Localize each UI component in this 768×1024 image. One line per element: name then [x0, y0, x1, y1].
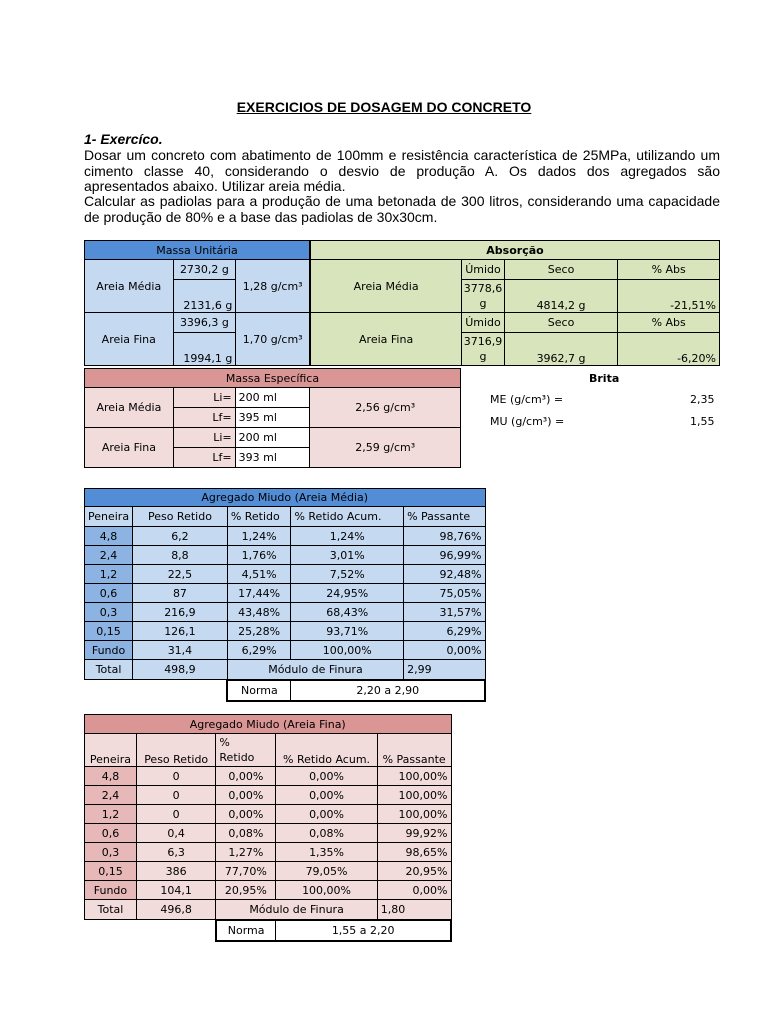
retido-cell: 4,51% [227, 565, 291, 584]
norma-label: Norma [216, 920, 276, 941]
col-abs: % Abs [618, 260, 720, 280]
brita-header: Brita [589, 372, 620, 385]
peso-retido-cell: 0 [136, 767, 215, 786]
retido-acum-cell: 79,05% [276, 862, 377, 881]
li-value: 200 ml [235, 428, 310, 448]
agregado-media-title: Agregado Miudo (Areia Média) [85, 489, 486, 507]
peso-retido-cell: 6,2 [133, 527, 228, 546]
col-retido: % Retido [227, 507, 291, 527]
passante-cell: 100,00% [377, 786, 451, 805]
exercise-paragraph-1 [84, 148, 720, 195]
mass-value: 2730,2 g [173, 260, 236, 280]
massa-unitaria-header: Massa Unitária [85, 241, 310, 260]
peneira-cell: 1,2 [85, 565, 133, 584]
peso-retido-cell: 104,1 [136, 881, 215, 900]
col-peneira: Peneira [85, 734, 137, 767]
umido-value: 3716,9 g [462, 333, 505, 366]
peso-retido-cell: 216,9 [133, 603, 228, 622]
li-label: Li= [173, 428, 235, 448]
massa-unitaria-table [84, 240, 310, 366]
brita-me-value: 2,35 [690, 393, 715, 406]
modulo-value: 1,80 [377, 900, 451, 920]
passante-cell: 96,99% [404, 546, 485, 565]
retido-cell: 77,70% [216, 862, 276, 881]
retido-cell: 6,29% [227, 641, 291, 660]
result-value: 1,28 g/cm³ [236, 260, 310, 313]
table-row [85, 862, 452, 881]
row-label: Areia Média [85, 388, 174, 428]
retido-acum-cell: 0,08% [276, 824, 377, 843]
row-label: Areia Fina [85, 428, 174, 468]
passante-cell: 99,92% [377, 824, 451, 843]
retido-acum-cell: 7,52% [291, 565, 404, 584]
peneira-cell: 0,3 [85, 603, 133, 622]
total-label: Total [85, 900, 137, 920]
peneira-cell: Fundo [85, 641, 133, 660]
exercise-paragraph-2 [84, 194, 720, 225]
li-value: 200 ml [235, 388, 310, 408]
peneira-cell: 1,2 [85, 805, 137, 824]
peso-retido-cell: 0 [136, 805, 215, 824]
peso-retido-cell: 87 [133, 584, 228, 603]
retido-acum-cell: 1,35% [276, 843, 377, 862]
col-peso-retido: Peso Retido [136, 734, 215, 767]
passante-cell: 92,48% [404, 565, 485, 584]
brita-mu-value: 1,55 [690, 415, 715, 428]
retido-cell: 0,00% [216, 805, 276, 824]
retido-cell: 1,76% [227, 546, 291, 565]
table-row [85, 527, 486, 546]
table-row [85, 546, 486, 565]
norma-label: Norma [227, 680, 291, 701]
col-retido-acum: % Retido Acum. [276, 734, 377, 767]
col-retido-acum: % Retido Acum. [291, 507, 404, 527]
passante-cell: 20,95% [377, 862, 451, 881]
peso-retido-cell: 31,4 [133, 641, 228, 660]
retido-acum-cell: 24,95% [291, 584, 404, 603]
total-label: Total [85, 660, 133, 680]
peso-retido-cell: 22,5 [133, 565, 228, 584]
col-umido: Úmido [462, 260, 505, 280]
passante-cell: 6,29% [404, 622, 485, 641]
table-row [85, 565, 486, 584]
seco-value: 3962,7 g [504, 333, 618, 366]
peneira-cell: 2,4 [85, 546, 133, 565]
peneira-cell: Fundo [85, 881, 137, 900]
massa-especifica-header: Massa Específica [85, 369, 461, 388]
total-value: 496,8 [136, 900, 215, 920]
norma-value: 1,55 a 2,20 [276, 920, 451, 941]
retido-acum-cell: 0,00% [276, 786, 377, 805]
passante-cell: 100,00% [377, 767, 451, 786]
passante-cell: 98,65% [377, 843, 451, 862]
peso-retido-cell: 0,4 [136, 824, 215, 843]
massa-especifica-table [84, 368, 461, 468]
passante-cell: 75,05% [404, 584, 485, 603]
retido-cell: 0,00% [216, 786, 276, 805]
table-row [85, 641, 486, 660]
mass-value: 3396,3 g [173, 313, 236, 333]
table-row [85, 603, 486, 622]
result-value: 2,59 g/cm³ [310, 428, 461, 468]
peso-retido-cell: 6,3 [136, 843, 215, 862]
mass-value: 2131,6 g [173, 280, 236, 313]
modulo-value: 2,99 [404, 660, 485, 680]
table-row [85, 584, 486, 603]
col-passante: % Passante [404, 507, 485, 527]
li-label: Li= [173, 388, 235, 408]
peneira-cell: 0,15 [85, 862, 137, 881]
retido-acum-cell: 3,01% [291, 546, 404, 565]
peneira-cell: 0,15 [85, 622, 133, 641]
retido-cell: 1,27% [216, 843, 276, 862]
retido-acum-cell: 93,71% [291, 622, 404, 641]
mass-value: 1994,1 g [173, 333, 236, 366]
retido-acum-cell: 1,24% [291, 527, 404, 546]
document-title: EXERCICIOS DE DOSAGEM DO CONCRETO [236, 99, 532, 115]
retido-cell: 0,00% [216, 767, 276, 786]
row-label: Areia Média [85, 260, 174, 313]
peneira-cell: 4,8 [85, 767, 137, 786]
row-label: Areia Média [311, 260, 462, 313]
retido-cell: 1,24% [227, 527, 291, 546]
col-peso-retido: Peso Retido [133, 507, 228, 527]
passante-cell: 31,57% [404, 603, 485, 622]
seco-value: 4814,2 g [504, 280, 618, 313]
lf-label: Lf= [173, 408, 235, 428]
retido-cell: 25,28% [227, 622, 291, 641]
table-row [85, 843, 452, 862]
result-value: 1,70 g/cm³ [236, 313, 310, 366]
passante-cell: 100,00% [377, 805, 451, 824]
retido-acum-cell: 100,00% [276, 881, 377, 900]
brita-mu-label: MU (g/cm³) = [490, 415, 565, 428]
peneira-cell: 2,4 [85, 786, 137, 805]
col-seco: Seco [504, 313, 618, 333]
result-value: 2,56 g/cm³ [310, 388, 461, 428]
lf-value: 393 ml [235, 448, 310, 468]
retido-acum-cell: 100,00% [291, 641, 404, 660]
passante-cell: 0,00% [377, 881, 451, 900]
retido-cell: 20,95% [216, 881, 276, 900]
peneira-cell: 4,8 [85, 527, 133, 546]
table-row [85, 767, 452, 786]
agregado-fina-table [84, 714, 452, 942]
norma-value: 2,20 a 2,90 [291, 680, 485, 701]
table-row [85, 881, 452, 900]
abs-value: -6,20% [618, 333, 720, 366]
retido-cell: 43,48% [227, 603, 291, 622]
paragraph-line: de produção de 80% e a base das padiolas de 30x30cm. [84, 208, 438, 225]
umido-value: 3778,6 g [462, 280, 505, 313]
row-label: Areia Fina [311, 313, 462, 366]
col-retido: % Retido [216, 734, 276, 767]
brita-me-label: ME (g/cm³) = [490, 393, 564, 406]
row-label: Areia Fina [85, 313, 174, 366]
lf-label: Lf= [173, 448, 235, 468]
peso-retido-cell: 126,1 [133, 622, 228, 641]
absorcao-table [310, 240, 720, 366]
table-row [85, 622, 486, 641]
retido-cell: 0,08% [216, 824, 276, 843]
abs-value: -21,51% [618, 280, 720, 313]
lf-value: 395 ml [235, 408, 310, 428]
agregado-fina-title: Agregado Miudo (Areia Fina) [85, 715, 452, 734]
total-value: 498,9 [133, 660, 228, 680]
col-umido: Úmido [462, 313, 505, 333]
exercise-heading: 1- Exercíco. [84, 131, 163, 147]
paragraph-line: apresentados abaixo. Utilizar areia média. [84, 178, 346, 194]
modulo-label: Módulo de Finura [216, 900, 377, 920]
peso-retido-cell: 386 [136, 862, 215, 881]
modulo-label: Módulo de Finura [227, 660, 403, 680]
peneira-cell: 0,6 [85, 584, 133, 603]
table-row [85, 786, 452, 805]
paragraph-line: Calcular as padiolas para a produção de uma betonada de 300 litros, considerando uma capacidade [84, 193, 720, 209]
col-abs: % Abs [618, 313, 720, 333]
retido-cell: 17,44% [227, 584, 291, 603]
table-row [85, 824, 452, 843]
paragraph-line: cimento classe 40, considerando o desvio de produção A. Os dados dos agregados são [84, 162, 720, 179]
peso-retido-cell: 8,8 [133, 546, 228, 565]
col-peneira: Peneira [85, 507, 133, 527]
passante-cell: 98,76% [404, 527, 485, 546]
passante-cell: 0,00% [404, 641, 485, 660]
col-passante: % Passante [377, 734, 451, 767]
paragraph-line: Dosar um concreto com abatimento de 100mm e resistência característica de 25MPa, utilizando um [84, 147, 720, 163]
peso-retido-cell: 0 [136, 786, 215, 805]
retido-acum-cell: 68,43% [291, 603, 404, 622]
peneira-cell: 0,3 [85, 843, 137, 862]
retido-acum-cell: 0,00% [276, 805, 377, 824]
agregado-media-table [84, 488, 486, 702]
table-row [85, 805, 452, 824]
col-seco: Seco [504, 260, 618, 280]
absorcao-header: Absorção [311, 241, 720, 260]
peneira-cell: 0,6 [85, 824, 137, 843]
retido-acum-cell: 0,00% [276, 767, 377, 786]
